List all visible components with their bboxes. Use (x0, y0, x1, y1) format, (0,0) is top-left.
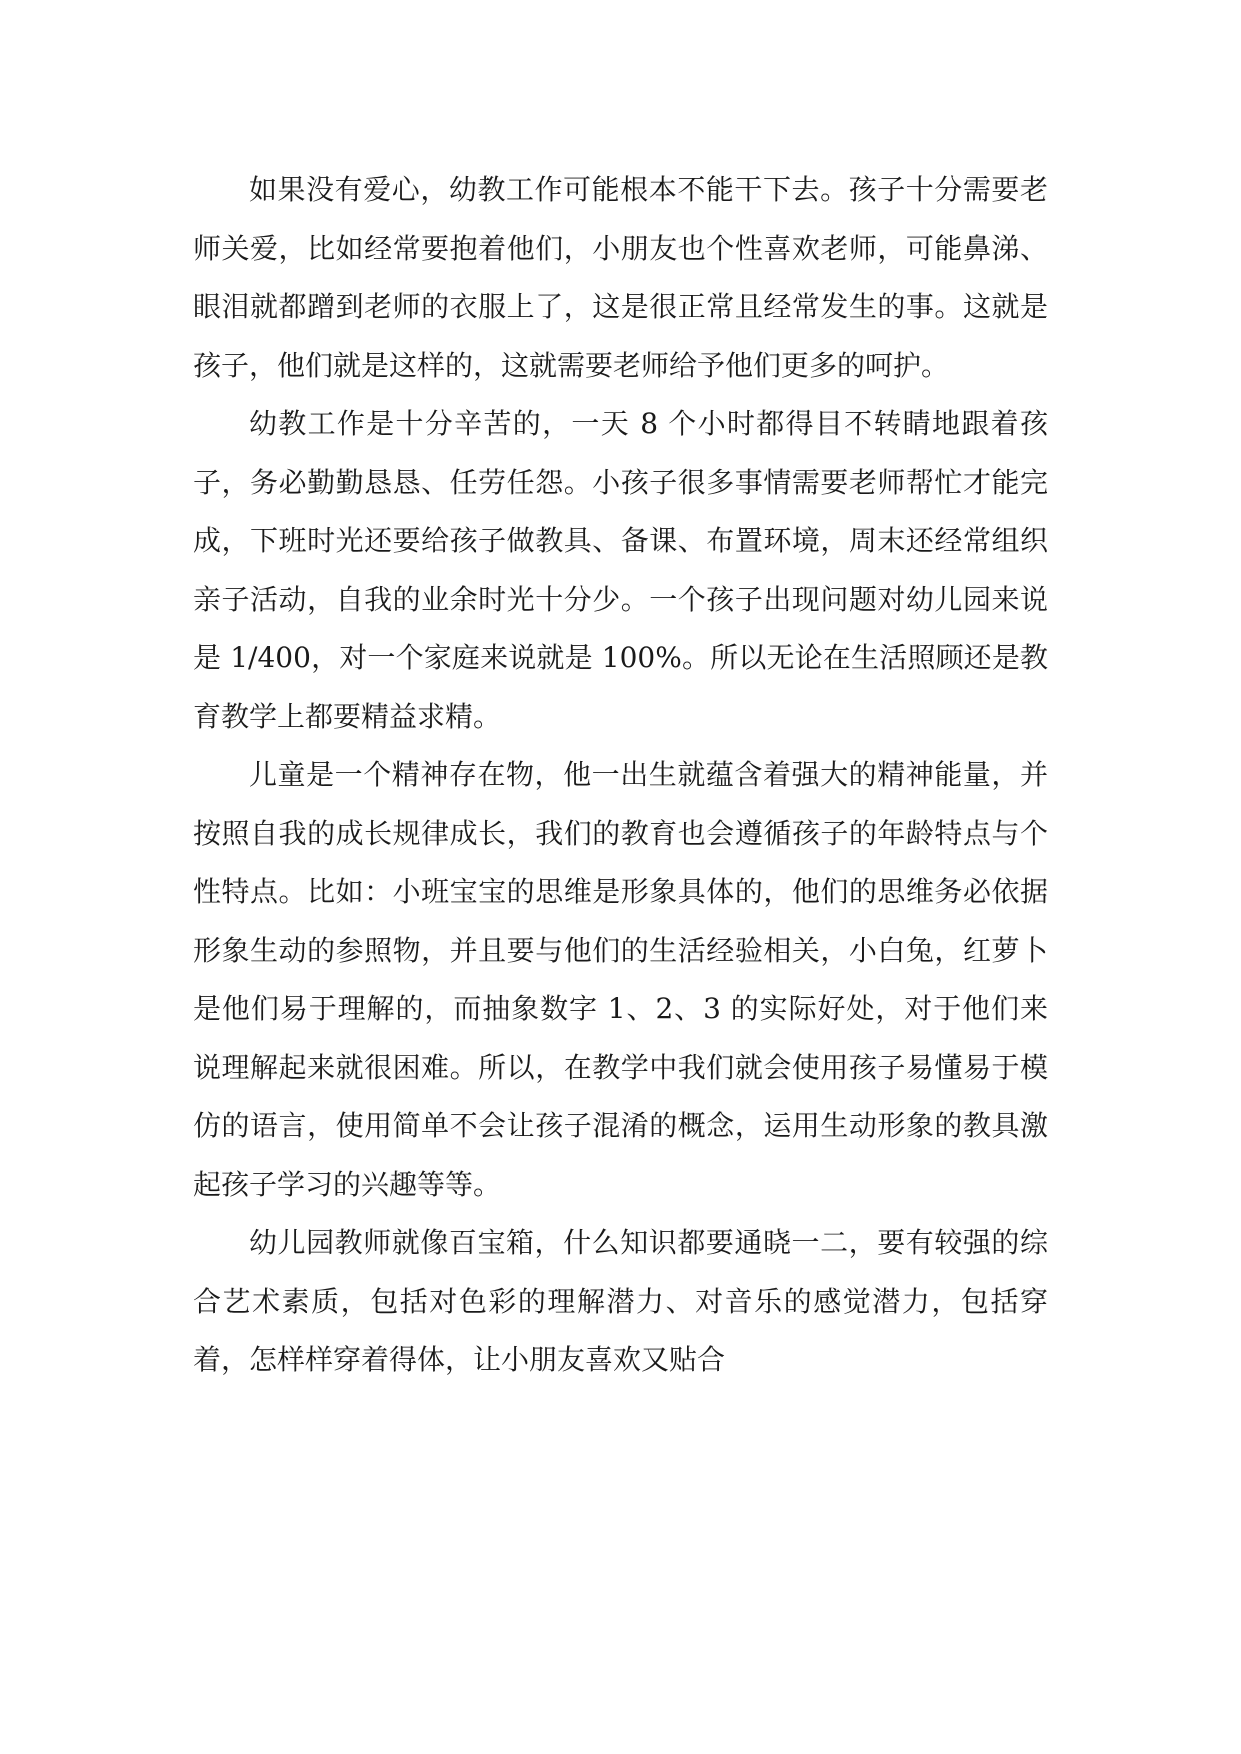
document-body (193, 161, 1048, 1390)
paragraph: 儿童是一个精神存在物，他一出生就蕴含着强大的精神能量，并按照自我的成长规律成长，我们的教育也会遵循孩子的年龄特点与个性特点。比如：小班宝宝的思维是形象具体的，他们的思维务必依据形象生动的参照物，并且要与他们的生活经验相关，小白兔，红萝卜是他们易于理解的，而抽象数字 1、2、3 的实际好处，对于他们来说理解起来就很困难。所以，在教学中我们就会使用孩子易懂易于模仿的语言，使用简单不会让孩子混淆的概念，运用生动形象的教具激起孩子学习的兴趣等等。 (193, 758, 1048, 1201)
paragraph: 如果没有爱心，幼教工作可能根本不能干下去。孩子十分需要老师关爱，比如经常要抱着他们，小朋友也个性喜欢老师，可能鼻涕、眼泪就都蹭到老师的衣服上了，这是很正常且经常发生的事。这就是孩子，他们就是这样的，这就需要老师给予他们更多的呵护。 (193, 173, 1048, 382)
paragraph: 幼教工作是十分辛苦的，一天 8 个小时都得目不转睛地跟着孩子，务必勤勤恳恳、任劳任怨。小孩子很多事情需要老师帮忙才能完成，下班时光还要给孩子做教具、备课、布置环境，周末还经常组织亲子活动，自我的业余时光十分少。一个孩子出现问题对幼儿园来说是 1/400，对一个家庭来说就是 100%。所以无论在生活照顾还是教育教学上都要精益求精。 (193, 407, 1048, 733)
paragraph: 幼儿园教师就像百宝箱，什么知识都要通晓一二，要有较强的综合艺术素质，包括对色彩的理解潜力、对音乐的感觉潜力，包括穿着，怎样样穿着得体，让小朋友喜欢又贴合 (193, 1226, 1048, 1376)
